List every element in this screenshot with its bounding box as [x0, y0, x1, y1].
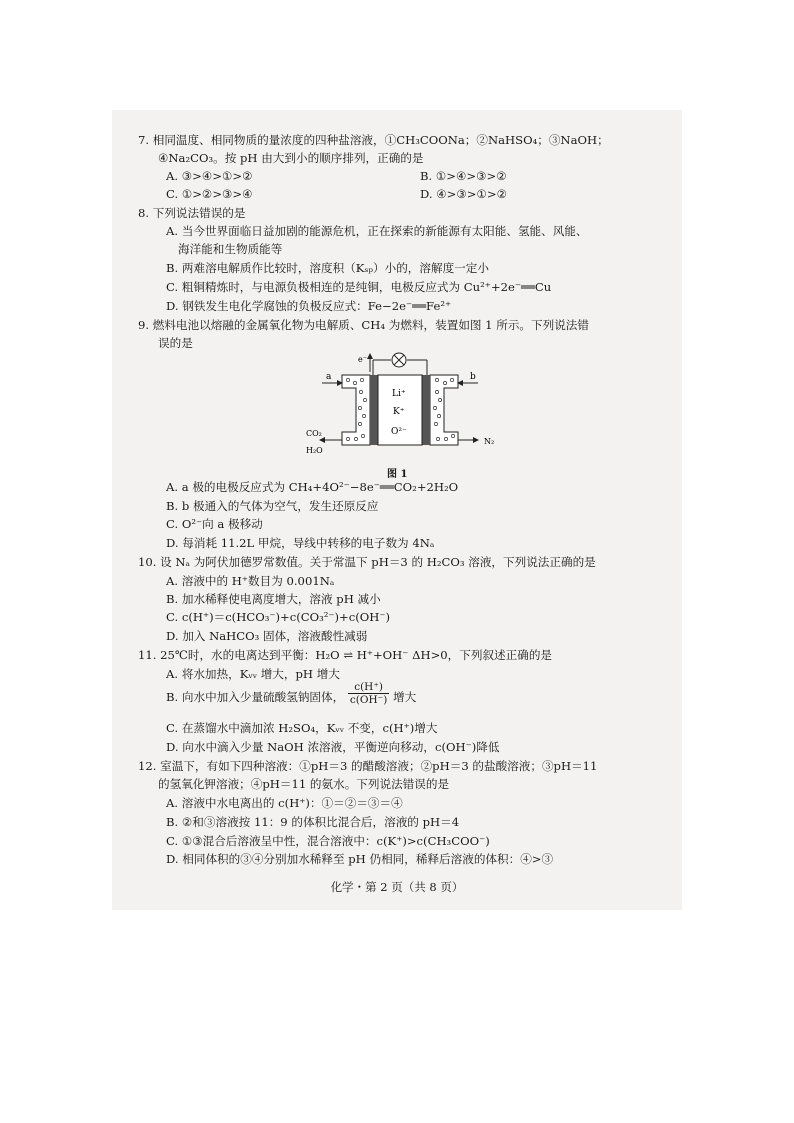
- q10-stem: 10. 设 Nₐ 为阿伏加德罗常数值。关于常温下 pH＝3 的 H₂CO₃ 溶液，下列说法正确的是: [138, 555, 596, 569]
- q11-option-b-suffix: 增大: [392, 690, 417, 704]
- q9-option-a: A. a 极的电极反应式为 CH₄+4O²⁻−8e⁻══CO₂+2H₂O: [166, 480, 459, 494]
- q11-option-c: C. 在蒸馏水中滴加浓 H₂SO₄，Kᵥᵥ 不变，c(H⁺)增大: [166, 721, 438, 735]
- q11-option-a: A. 将水加热，Kᵥᵥ 增大，pH 增大: [166, 667, 340, 681]
- ion-li: Li⁺: [392, 389, 406, 399]
- fuel-cell-diagram: [300, 350, 510, 470]
- q11-option-b-prefix: B. 向水中加入少量硫酸氢钠固体，: [166, 690, 345, 704]
- q7-option-b: B. ①>④>③>②: [420, 169, 507, 183]
- q10-option-d: D. 加入 NaHCO₃ 固体，溶液酸性减弱: [166, 629, 368, 643]
- q12-option-a: A. 溶液中水电离出的 c(H⁺)：①＝②＝③＝④: [166, 796, 403, 810]
- figure-caption: 图 1: [387, 469, 408, 480]
- q7-stem-line2: ④Na₂CO₃。按 pH 由大到小的顺序排列，正确的是: [158, 151, 424, 165]
- q8-stem: 8. 下列说法错误的是: [138, 206, 246, 220]
- ion-o: O²⁻: [391, 427, 407, 437]
- q11-option-b: [166, 680, 417, 706]
- q9-option-b: B. b 极通入的气体为空气，发生还原反应: [166, 499, 379, 513]
- q8-option-b: B. 两难溶电解质作比较时，溶度积（Kₛₚ）小的，溶解度一定小: [166, 261, 489, 275]
- ion-k: K⁺: [393, 407, 405, 417]
- q10-option-a: A. 溶液中的 H⁺数目为 0.001Nₐ: [166, 574, 335, 588]
- q7-option-d: D. ④>③>①>②: [420, 187, 507, 201]
- q12-option-d: D. 相同体积的③④分别加水稀释至 pH 仍相同，稀释后溶液的体积：④>③: [166, 852, 554, 866]
- q7-option-a: A. ③>④>①>②: [166, 169, 253, 183]
- q8-option-c: C. 粗铜精炼时，与电源负极相连的是纯铜，电极反应式为 Cu²⁺+2e⁻══Cu: [166, 280, 552, 294]
- q9-option-d: D. 每消耗 11.2L 甲烷，导线中转移的电子数为 4Nₐ: [166, 536, 435, 550]
- q7-option-c: C. ①>②>③>④: [166, 187, 253, 201]
- outlet-n2-label: N₂: [484, 437, 495, 446]
- fraction-denominator: c(OH⁻): [349, 693, 388, 706]
- left-gas-chamber: [342, 375, 370, 445]
- q8-option-a-line1: A. 当今世界面临日益加剧的能源危机，正在探索的新能源有太阳能、氢能、风能、: [166, 224, 588, 238]
- electron-label: e⁻: [358, 355, 367, 364]
- q12-option-b: B. ②和③溶液按 11：9 的体积比混合后，溶液的 pH＝4: [166, 815, 460, 829]
- q10-option-c: C. c(H⁺)＝c(HCO₃⁻)+c(CO₃²⁻)+c(OH⁻): [166, 610, 391, 624]
- q8-option-d: D. 钢铁发生电化学腐蚀的负极反应式：Fe−2e⁻══Fe²⁺: [166, 299, 452, 313]
- q10-option-b: B. 加水稀释使电离度增大，溶液 pH 减小: [166, 592, 381, 606]
- outlet-h2o-label: H₂O: [306, 446, 323, 455]
- inlet-b-label: b: [470, 372, 476, 382]
- q9-stem-line1: 9. 燃料电池以熔融的金属氧化物为电解质、CH₄ 为燃料，装置如图 1 所示。下列说法错: [138, 318, 589, 332]
- q7-stem-line1: 7. 相同温度、相同物质的量浓度的四种盐溶液，①CH₃COONa；②NaHSO₄；③NaOH；: [138, 133, 609, 147]
- q8-option-a-line2: 海洋能和生物质能等: [178, 242, 283, 256]
- q11-option-b-fraction: [348, 681, 389, 706]
- q12-stem-line2: 的氢氧化钾溶液；④pH＝11 的氨水。下列说法错误的是: [158, 777, 450, 791]
- q11-stem: 11. 25℃时，水的电离达到平衡：H₂O ⇌ H⁺+OH⁻ ΔH>0，下列叙述正确的是: [138, 648, 553, 662]
- q12-stem-line1: 12. 室温下，有如下四种溶液：①pH＝3 的醋酸溶液；②pH＝3 的盐酸溶液；③pH＝11: [138, 759, 598, 773]
- q12-option-c: C. ①③混合后溶液呈中性，混合溶液中：c(K⁺)>c(CH₃COO⁻): [166, 834, 490, 848]
- electrode-a: [370, 375, 378, 445]
- q9-stem-line2: 误的是: [158, 336, 193, 350]
- inlet-a-label: a: [326, 372, 332, 382]
- q9-option-c: C. O²⁻向 a 极移动: [166, 517, 263, 531]
- page-footer: 化学・第 2 页（共 8 页）: [330, 880, 464, 894]
- electrode-b: [422, 375, 430, 445]
- outlet-co2-label: CO₂: [306, 429, 322, 438]
- q11-option-d: D. 向水中滴入少量 NaOH 浓溶液，平衡逆向移动，c(OH⁻)降低: [166, 740, 500, 754]
- fraction-numerator: c(H⁺): [348, 681, 389, 694]
